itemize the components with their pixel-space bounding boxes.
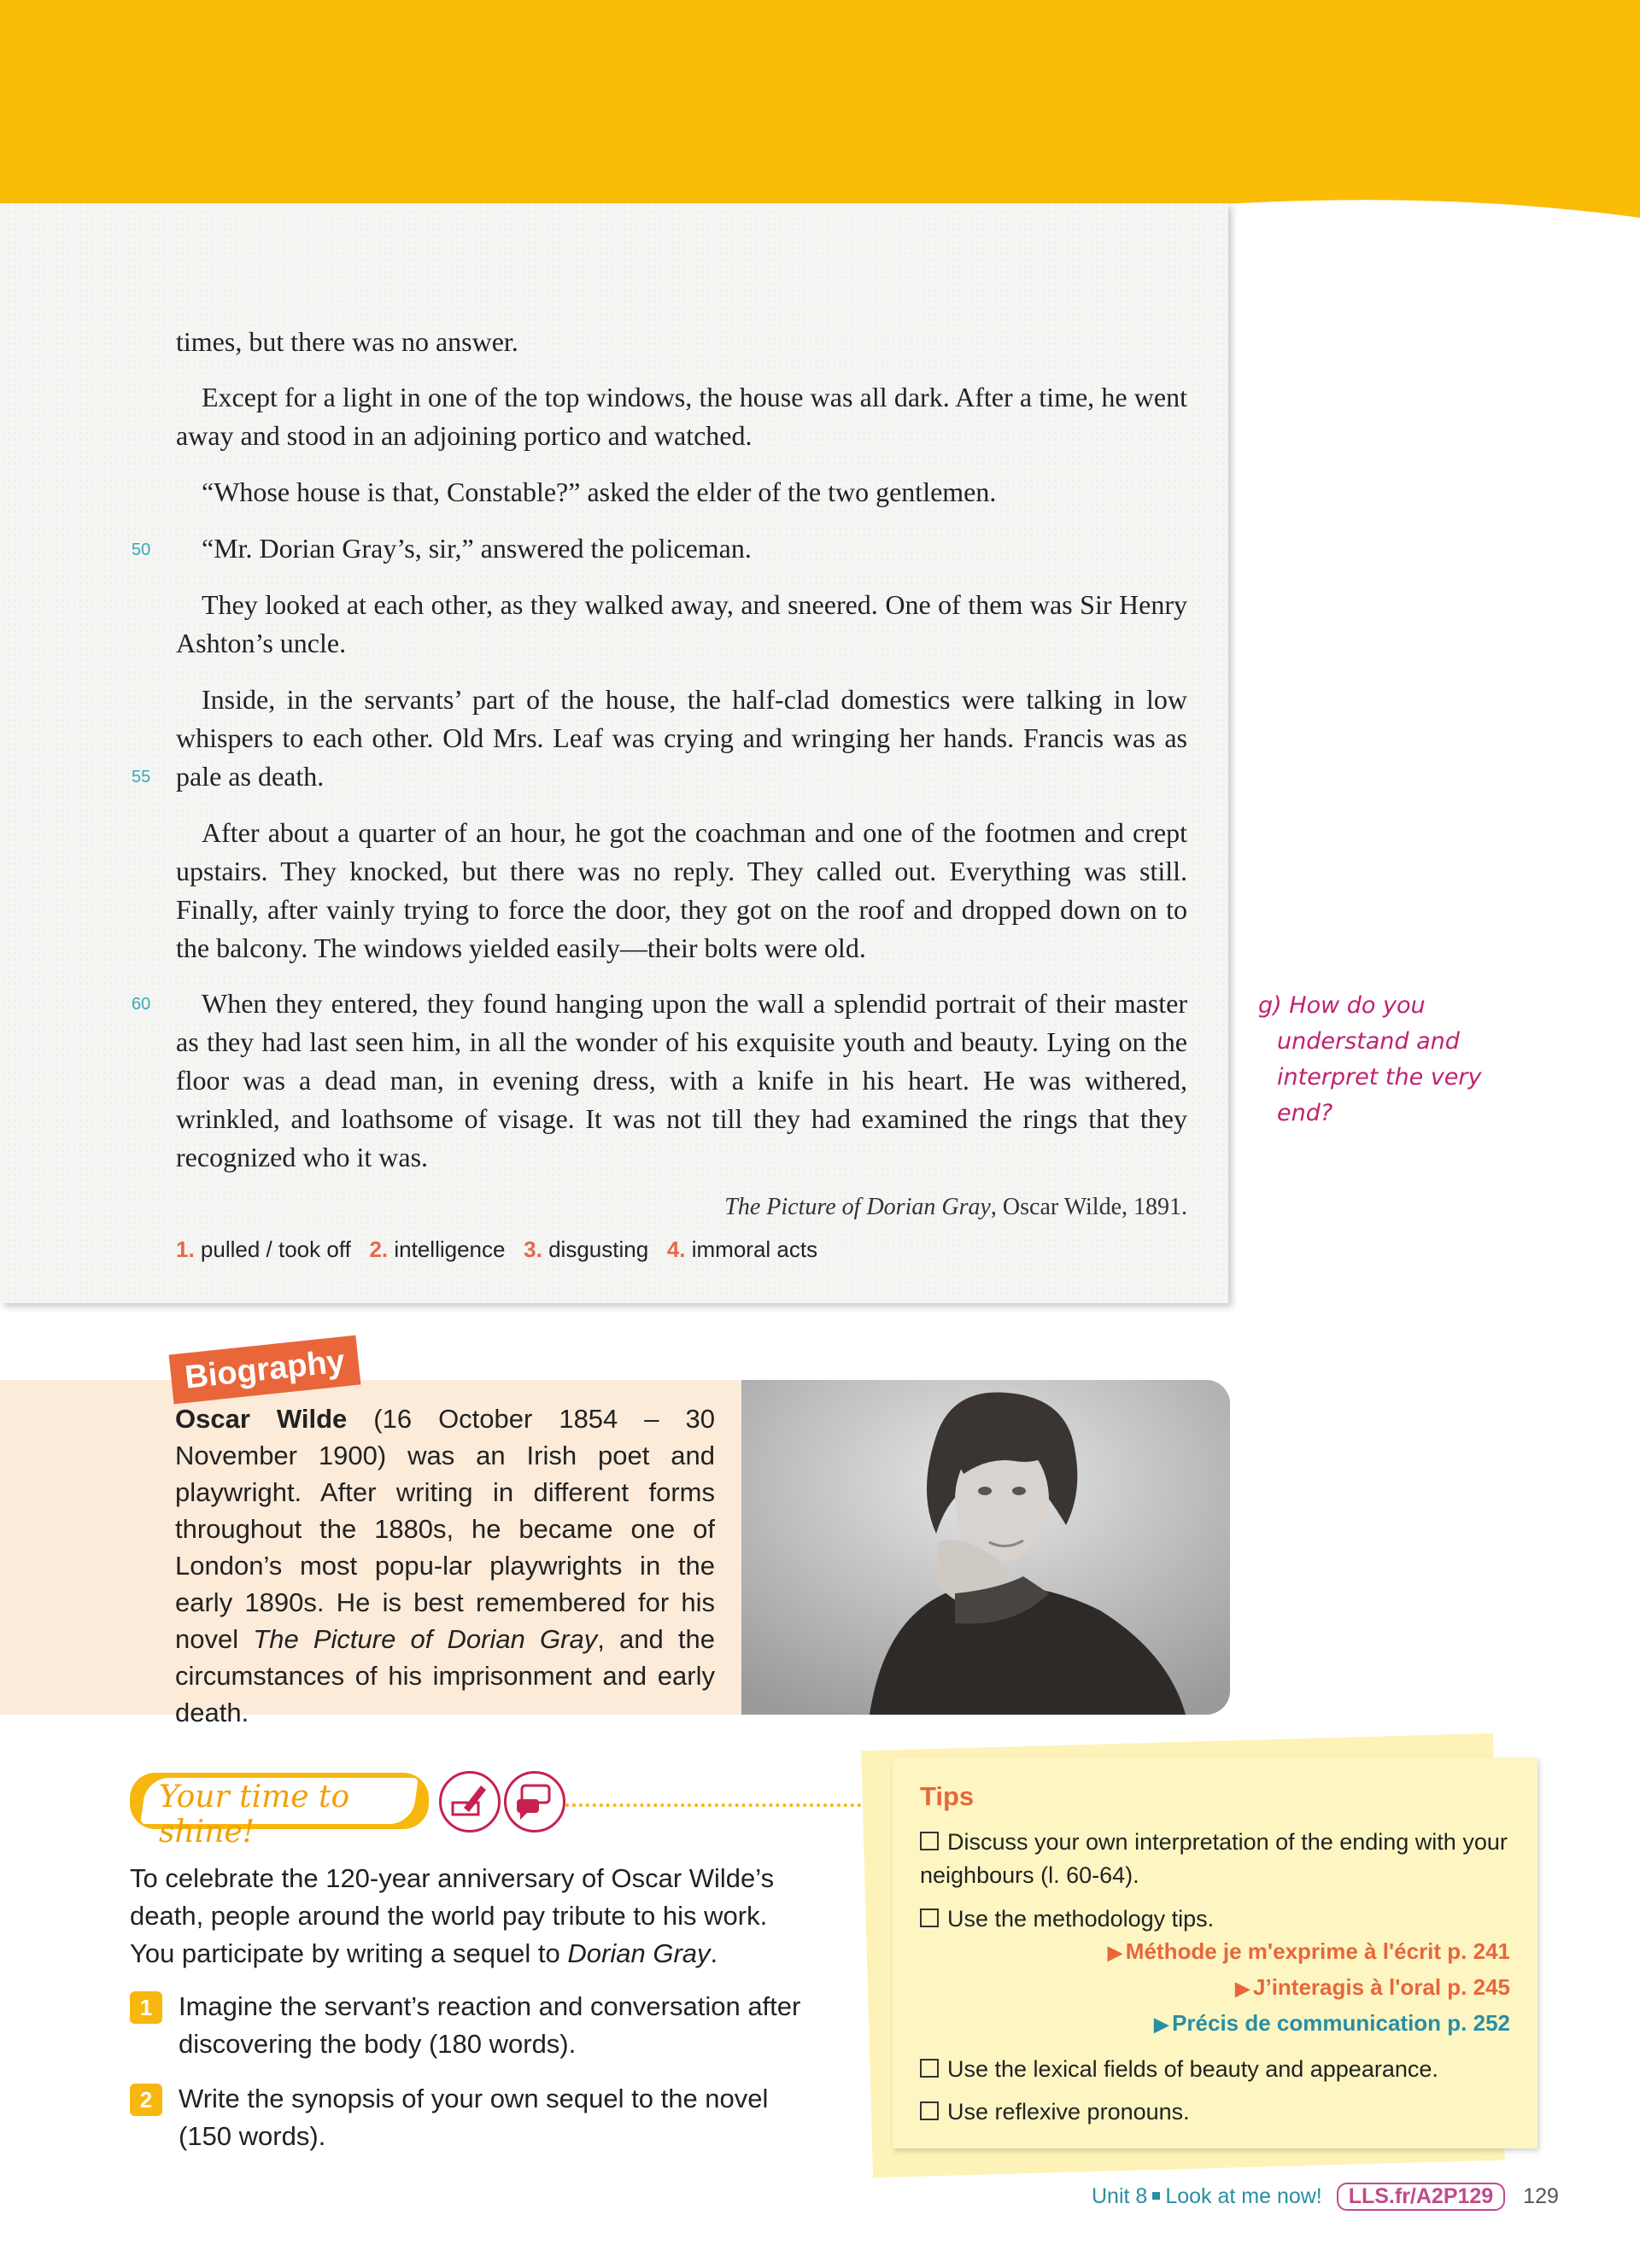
tips-note (893, 1757, 1538, 2148)
tip-link-speaking[interactable] (1235, 1974, 1510, 2001)
question-line: end? (1277, 1100, 1333, 1126)
source-details: , Oscar Wilde, 1891. (990, 1194, 1187, 1220)
tip-text: Use the lexical fields of beauty and appearance. (947, 2056, 1438, 2082)
biography-title: Biography (169, 1336, 361, 1405)
paragraph: Inside, in the servants’ part of the house, the half-clad domestics were talking in low whispers to each other. Old Mrs. Leaf was crying and wringing her hands. Francis was as pale as death. (176, 684, 1187, 792)
task-number: 1 (130, 1991, 162, 2024)
task-text: Imagine the servant’s reaction and conversation after discovering the body (180 words). (179, 1991, 801, 2059)
triangle-arrow-icon: ▶ (1235, 1978, 1250, 1999)
biography-book: The Picture of Dorian Gray (253, 1624, 598, 1654)
checkbox-icon (920, 1909, 939, 1927)
unit-label: Unit 8 (1092, 2184, 1148, 2208)
biography-name: Oscar Wilde (175, 1404, 348, 1434)
biography-body: (16 October 1854 – 30 November 1900) was an Irish poet and playwright. After writing in different forms throughout the 1880s, he became one of London’s most popu-lar playwrights in the early 1890s. He is best remembered for his novel (175, 1404, 715, 1654)
line-number: 50 (132, 541, 151, 559)
intro-text: To celebrate the 120-year anniversary of Oscar Wilde’s death, people around the world pay tribute to his work. You participate by writing a sequel to (130, 1863, 775, 1968)
glossary-number: 4. (666, 1236, 686, 1262)
tip-text: Use reflexive pronouns. (947, 2099, 1190, 2125)
question-line: interpret the very (1277, 1064, 1482, 1090)
tip-item (920, 2053, 1518, 2086)
question-line: understand and (1277, 1028, 1460, 1055)
glossary-term: pulled / took off (200, 1236, 351, 1262)
question-label: g) (1258, 992, 1282, 1019)
glossary-term: immoral acts (691, 1236, 818, 1262)
checkbox-icon (920, 2059, 939, 2078)
paragraph: They looked at each other, as they walked away, and sneered. One of them was Sir Henry Ashton’s uncle. (176, 589, 1187, 658)
task-item (130, 1988, 813, 2063)
paragraph: “Whose house is that, Constable?” asked the elder of the two gentlemen. (202, 476, 997, 507)
glossary-number: 2. (369, 1236, 389, 1262)
square-bullet-icon (1152, 2192, 1160, 2200)
task-number: 2 (130, 2084, 162, 2116)
task-intro (130, 1860, 813, 1973)
link-text: J’interagis à l'oral p. 245 (1253, 1974, 1510, 2000)
margin-question (1258, 988, 1559, 1131)
source-title: The Picture of Dorian Gray (724, 1194, 991, 1220)
glossary-term: disgusting (548, 1236, 649, 1262)
dotted-divider (565, 1803, 888, 1807)
task-item (130, 2080, 813, 2155)
paragraph: After about a quarter of an hour, he got the coachman and one of the footmen and crept upstairs. They knocked, but there was no reply. They called out. Everything was still. Finally, after vainly trying to force the door, they got on the roof and dropped down on to the balcony. The windows yielded easily—their bolts were old. (176, 817, 1187, 963)
author-portrait-photo (741, 1380, 1230, 1715)
paragraph: “Mr. Dorian Gray’s, sir,” answered the policeman. (202, 533, 752, 564)
question-text: How do you (1289, 992, 1426, 1019)
biography-text (175, 1400, 715, 1731)
tip-text: Use the methodology tips. (947, 1906, 1215, 1932)
tips-title: Tips (920, 1781, 975, 1811)
glossary (176, 1236, 817, 1263)
shine-title: Your time to shine! (159, 1780, 350, 1850)
biography-body-end: , and the circumstances of his imprisonment and early death. (175, 1624, 715, 1727)
line-number: 55 (132, 768, 151, 786)
link-text: Méthode je m'exprime à l'écrit p. 241 (1125, 1938, 1510, 1964)
page-number: 129 (1523, 2184, 1559, 2208)
glossary-number: 3. (524, 1236, 542, 1262)
question-line (1258, 988, 1559, 1024)
tip-item (920, 1826, 1518, 1892)
your-time-to-shine-banner (130, 1773, 429, 1850)
intro-book: Dorian Gray (567, 1938, 711, 1968)
triangle-arrow-icon: ▶ (1154, 2014, 1169, 2035)
paragraph: Except for a light in one of the top windows, the house was all dark. After a time, he went away and stood in an adjoining portico and watched. (176, 382, 1187, 451)
tip-item (920, 1903, 1518, 1936)
glossary-number: 1. (176, 1236, 195, 1262)
unit-title: Look at me now! (1165, 2184, 1322, 2208)
triangle-arrow-icon: ▶ (1107, 1942, 1122, 1963)
online-code-link[interactable]: LLS.fr/A2P129 (1337, 2183, 1506, 2211)
tip-text: Discuss your own interpretation of the ending with your neighbours (l. 60-64). (920, 1829, 1508, 1888)
writing-pen-icon (439, 1771, 501, 1833)
tip-link-writing[interactable] (1108, 1938, 1510, 1965)
glossary-term: intelligence (394, 1236, 506, 1262)
source-citation (724, 1194, 1187, 1221)
paragraph: When they entered, they found hanging upon the wall a splendid portrait of their master as they had last seen him, in all the wonder of his exquisite youth and beauty. Lying on the floor was a dead man, in evening dress, with a knife in his heart. He was withered, wrinkled, and loathsome of visage. It was not till they had examined the rings that they recognized who it was. (176, 988, 1187, 1172)
tip-link-communication[interactable] (1154, 2010, 1510, 2037)
link-text: Précis de communication p. 252 (1172, 2010, 1510, 2036)
task-text: Write the synopsis of your own sequel to the novel (150 words). (179, 2084, 769, 2151)
intro-end: . (710, 1938, 718, 1968)
paragraph: times, but there was no answer. (176, 326, 518, 357)
checkbox-icon (920, 2101, 939, 2120)
checkbox-icon (920, 1832, 939, 1850)
tip-item (920, 2096, 1518, 2129)
speech-bubbles-icon (504, 1771, 565, 1833)
line-number: 60 (132, 995, 151, 1014)
page-footer (1092, 2183, 1559, 2217)
